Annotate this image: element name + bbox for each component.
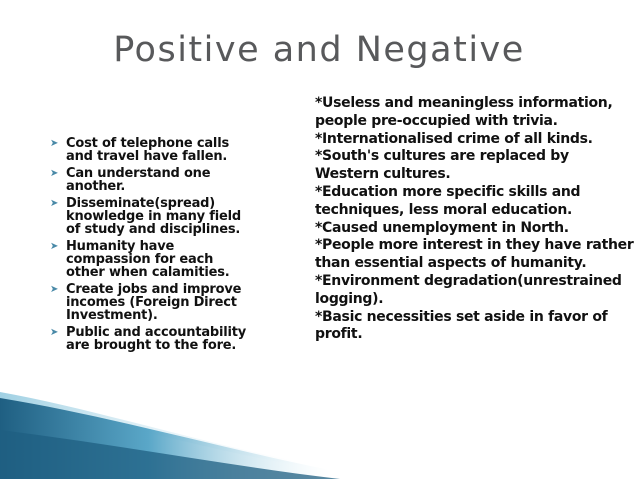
list-item-text: Disseminate(spread) knowledge in many field of study and disciplines.	[66, 196, 241, 237]
arrow-bullet-icon: ➤	[50, 138, 59, 149]
negative-point: *Internationalised crime of all kinds.	[315, 130, 593, 147]
arrow-bullet-icon: ➤	[50, 241, 59, 252]
arrow-bullet-icon: ➤	[50, 327, 59, 338]
negative-point: *South's cultures are replaced by Western cultures.	[315, 148, 569, 183]
arrow-bullet-icon: ➤	[50, 284, 59, 295]
negative-point: *Education more specific skills and techniques, less moral education.	[315, 183, 581, 218]
arrow-bullet-icon: ➤	[50, 198, 59, 209]
list-item-text: Public and accountability are brought to the fore.	[66, 325, 247, 353]
negative-point: *Caused unemployment in North.	[315, 219, 569, 236]
negative-point: *Useless and meaningless information, people pre-occupied with trivia.	[315, 95, 613, 129]
negative-point: *Basic necessities set aside in favor of profit.	[315, 308, 608, 343]
negative-point: *Environment degradation(unrestrained logging).	[315, 272, 622, 307]
list-item-text: Cost of telephone calls and travel have fallen.	[66, 136, 229, 164]
list-item-text: Create jobs and improve incomes (Foreign Direct Investment).	[66, 282, 242, 323]
slide-title: Positive and Negative	[113, 30, 525, 70]
arrow-bullet-icon: ➤	[50, 168, 59, 179]
list-item-text: Humanity have compassion for each other when calamities.	[66, 239, 230, 280]
negative-point: *People more interest in they have rather than essential aspects of humanity.	[315, 237, 634, 272]
list-item-text: Can understand one another.	[66, 166, 211, 194]
